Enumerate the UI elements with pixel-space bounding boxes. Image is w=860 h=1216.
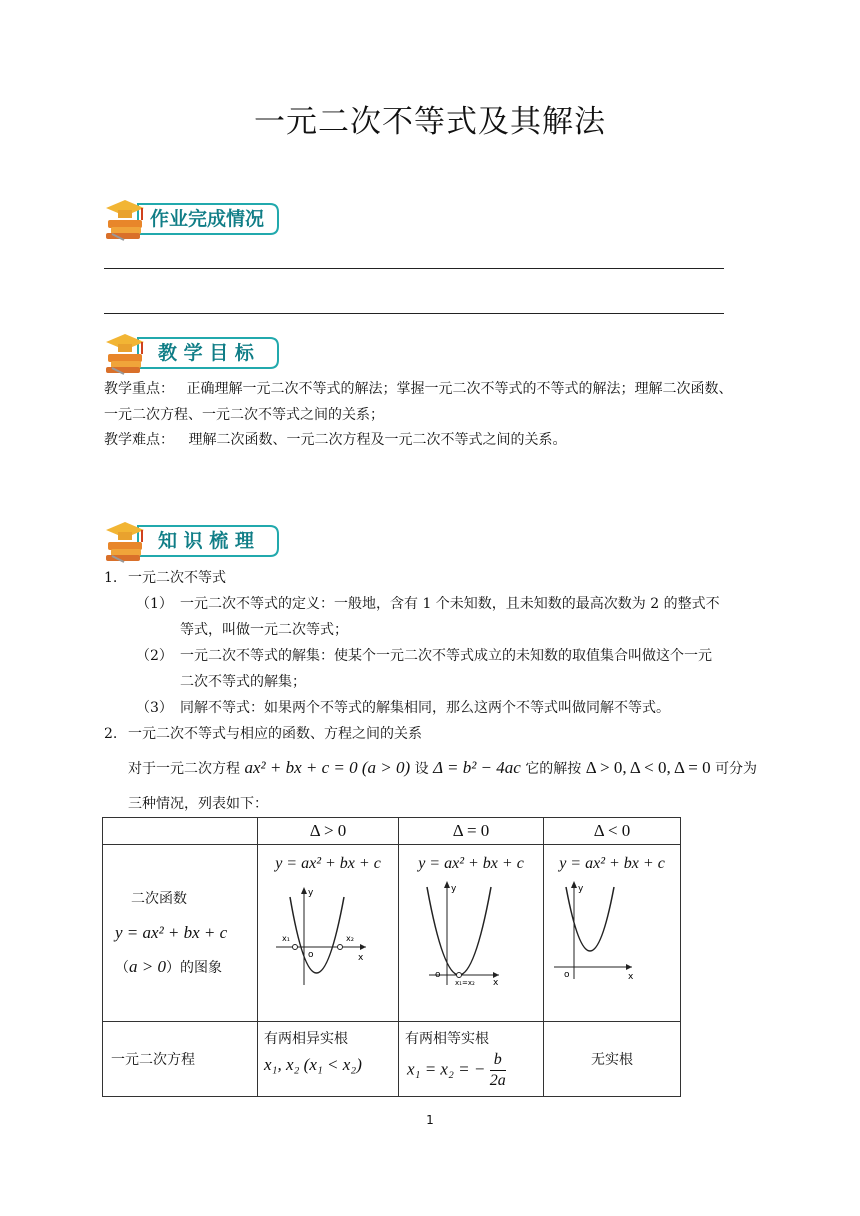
parabola-double-root-graph: [399, 873, 543, 993]
page-number: 1: [426, 1113, 434, 1127]
function-label-condition: a > 0: [129, 956, 166, 976]
sub-2-num: （2）: [136, 648, 173, 664]
section-badge-knowledge: [102, 518, 280, 564]
roots-cell-delta-positive: [258, 1022, 399, 1097]
section-title-homework: 作业完成情况: [150, 208, 265, 230]
difficulty-line: [104, 428, 566, 452]
sub-3-line-1: 同解不等式：如果两个不等式的解集相同，那么这两个不等式叫做同解不等式。: [180, 700, 670, 716]
section-title-goals: 教 学 目 标: [158, 342, 254, 364]
graph-label-y-axis: y: [578, 884, 584, 894]
section-badge-homework: [102, 196, 280, 242]
graph-cell-delta-zero: [399, 845, 544, 1022]
difficulty-label: 教学难点：: [104, 432, 174, 448]
answer-line-2: [104, 313, 724, 314]
roots-text-distinct: 有两相异实根: [264, 1031, 348, 1047]
fraction-b-over-2a: [490, 1050, 506, 1091]
graph-label-x-axis: x: [493, 978, 499, 988]
header-delta-negative: Δ < 0: [544, 818, 681, 845]
equation-label: 一元二次方程: [111, 1052, 195, 1068]
graph-cell-delta-positive: [258, 845, 399, 1022]
section-badge-goals: [102, 330, 280, 376]
key-point-label: 教学重点：: [104, 381, 174, 397]
graph-label-x2: x₂: [346, 934, 354, 943]
function-label-2: y = ax² + bx + c: [115, 922, 228, 942]
header-delta-zero: Δ = 0: [399, 818, 544, 845]
intro-discriminant: Δ = b² − 4ac: [433, 758, 521, 777]
formula-delta-negative: y = ax² + bx + c: [559, 855, 665, 872]
sub-1-num: （1）: [136, 596, 173, 612]
item-1-title: 一元二次不等式: [128, 570, 226, 586]
answer-line-1: [104, 268, 724, 269]
graph-label-origin: o: [435, 970, 441, 980]
key-point-line-1: [104, 377, 732, 401]
graph-cell-delta-negative: [544, 845, 681, 1022]
graph-label-y-axis: y: [451, 884, 457, 894]
key-point-line-2: 一元二次方程、一元二次不等式之间的关系；: [104, 407, 384, 423]
function-label-3: [103, 950, 257, 985]
sub-2-line-1: 一元二次不等式的解集：使某个一元二次不等式成立的未知数的取值集合叫做这个一元: [180, 648, 712, 664]
graph-label-x-axis: x: [628, 972, 634, 982]
intro-line-2: 三种情况，列表如下：: [128, 796, 268, 812]
parabola-no-root-graph: [544, 873, 680, 993]
roots-formula-distinct: x₁, x₂ (x₁ < x₂): [264, 1055, 362, 1074]
graph-label-origin: o: [564, 970, 570, 980]
relation-table: [102, 817, 681, 1097]
graph-label-x1-eq-x2: x₁=x₂: [455, 979, 475, 987]
intro-equation: ax² + bx + c = 0 (a > 0): [244, 758, 411, 777]
difficulty-text: 理解二次函数、一元二次方程及一元二次不等式之间的关系。: [188, 432, 567, 448]
formula-delta-zero: y = ax² + bx + c: [418, 855, 524, 872]
graph-label-x-axis: x: [358, 953, 364, 963]
intro-text-a: 对于一元二次方程: [128, 761, 240, 777]
roots-text-none: 无实根: [591, 1052, 633, 1068]
item-2-num: 2.: [104, 726, 118, 742]
formula-delta-positive: y = ax² + bx + c: [275, 855, 381, 872]
key-point-text: 正确理解一元二次不等式的解法；掌握一元二次不等式的不等式的解法；理解二次函数、: [186, 381, 733, 397]
sub-2-line-2: 二次不等式的解集；: [180, 674, 306, 690]
table-corner-cell: [103, 818, 258, 845]
header-delta-positive: Δ > 0: [258, 818, 399, 845]
sub-1-line-2: 等式，叫做一元二次等式；: [180, 622, 348, 638]
graph-label-origin: o: [308, 950, 314, 960]
item-1-num: 1.: [104, 570, 118, 586]
fraction-denominator: 2a: [489, 1072, 506, 1089]
roots-text-equal: 有两相等实根: [405, 1031, 489, 1047]
parabola-two-roots-graph: [258, 873, 398, 993]
graph-label-x1: x₁: [282, 934, 290, 943]
intro-line: [128, 756, 757, 781]
graph-label-y-axis: y: [308, 888, 314, 898]
item-2-title: 一元二次不等式与相应的函数、方程之间的关系: [128, 726, 422, 742]
row-function-label: [103, 845, 258, 1022]
sub-3-num: （3）: [136, 700, 173, 716]
roots-formula-equal: [399, 1050, 543, 1091]
roots-cell-delta-zero: [399, 1022, 544, 1097]
roots-cell-delta-negative: [544, 1022, 681, 1097]
function-label-suffix: ）的图象: [165, 959, 222, 976]
intro-text-b: 设: [414, 761, 429, 777]
intro-text-d: 可分为: [715, 761, 758, 777]
page-title: 一元二次不等式及其解法: [254, 104, 606, 140]
fraction-numerator: b: [490, 1050, 506, 1071]
sub-1-line-1: 一元二次不等式的定义：一般地，含有 1 个未知数，且未知数的最高次数为 2 的整式不: [180, 596, 720, 612]
intro-cases: Δ > 0, Δ < 0, Δ = 0: [585, 758, 711, 777]
section-title-knowledge: 知 识 梳 理: [158, 530, 254, 552]
roots-formula-equal-prefix: x₁ = x₂ = −: [407, 1059, 486, 1079]
row-equation-label: [103, 1022, 258, 1097]
function-label-paren-open: （: [115, 959, 129, 976]
function-label-1: 二次函数: [131, 890, 187, 907]
intro-text-c: 它的解按: [525, 761, 582, 777]
